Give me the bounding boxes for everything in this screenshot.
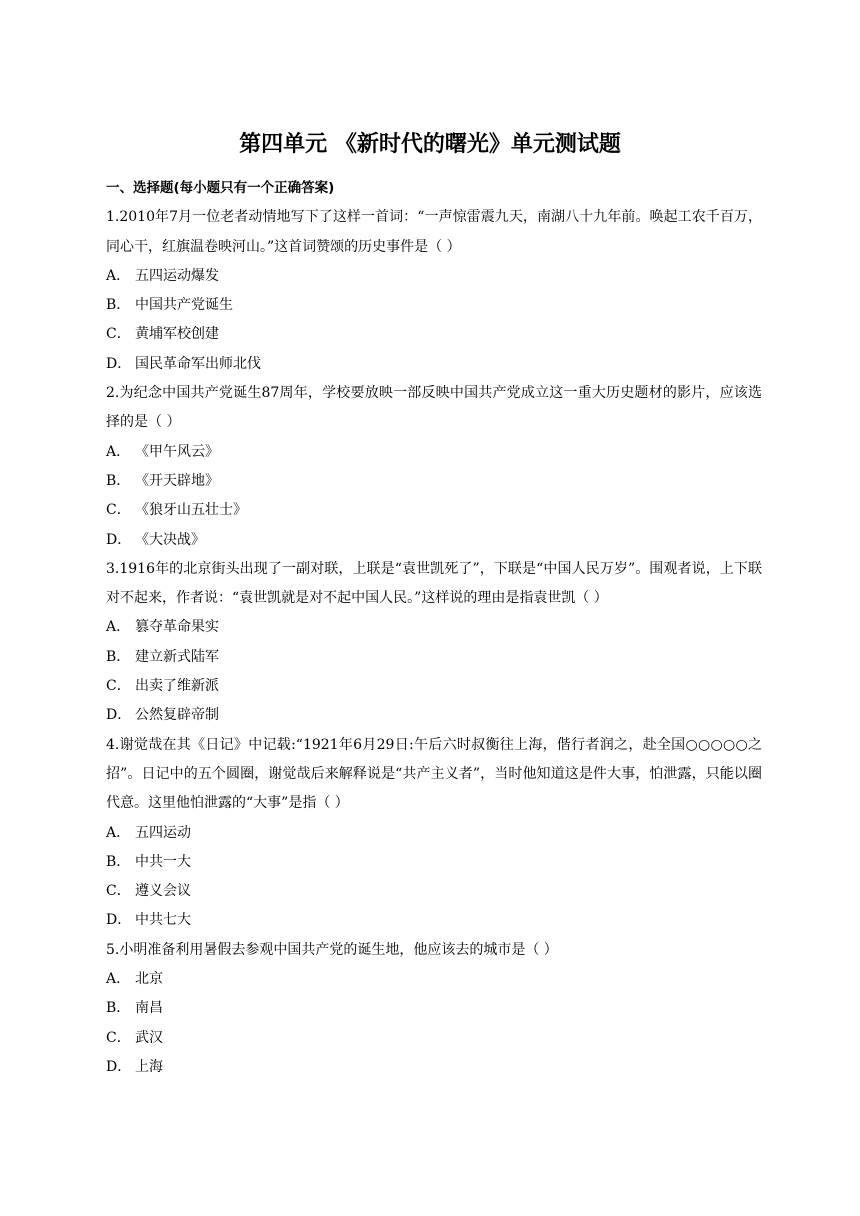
option-letter: D． <box>106 1058 132 1075</box>
option-letter: C． <box>106 326 131 343</box>
question-stem: 5.小明准备利用暑假去参观中国共产党的诞生地，他应该去的城市是（ ） <box>106 941 558 958</box>
question-4 <box>106 731 762 936</box>
option-text: 《大决战》 <box>135 531 205 548</box>
option-letter: B． <box>106 648 131 665</box>
option-letter: B． <box>106 297 131 314</box>
option-a <box>106 819 762 848</box>
option-letter: C． <box>106 678 131 695</box>
option-text: 北京 <box>135 971 163 988</box>
option-c <box>106 672 762 701</box>
option-b <box>106 291 762 320</box>
option-letter: A． <box>106 824 131 841</box>
option-letter: B． <box>106 472 131 489</box>
option-letter: A． <box>106 443 131 460</box>
option-d <box>106 906 762 935</box>
option-text: 五四运动爆发 <box>135 267 219 284</box>
question-stem: 2.为纪念中国共产党诞生87周年，学校要放映一部反映中国共产党成立这一重大历史题材的影片，应该选择的是（ ） <box>106 385 762 431</box>
option-text: 中共一大 <box>135 853 191 870</box>
option-b <box>106 848 762 877</box>
option-text: 黄埔军校创建 <box>135 326 219 343</box>
option-text: 五四运动 <box>135 824 191 841</box>
option-d <box>106 1053 762 1082</box>
option-letter: D． <box>106 355 132 372</box>
option-c <box>106 1024 762 1053</box>
option-text: 出卖了维新派 <box>135 678 219 695</box>
option-text: 建立新式陆军 <box>135 648 219 665</box>
option-d <box>106 350 762 379</box>
option-c <box>106 877 762 906</box>
option-letter: B． <box>106 1000 131 1017</box>
option-letter: A． <box>106 267 131 284</box>
option-c <box>106 320 762 349</box>
option-a <box>106 613 762 642</box>
option-letter: A． <box>106 619 131 636</box>
option-letter: C． <box>106 883 131 900</box>
option-text: 篡夺革命果实 <box>135 619 219 636</box>
option-text: 《开天辟地》 <box>135 472 219 489</box>
option-letter: C． <box>106 502 131 519</box>
option-letter: B． <box>106 853 131 870</box>
option-text: 《狼牙山五壮士》 <box>135 502 247 519</box>
option-a <box>106 438 762 467</box>
option-b <box>106 467 762 496</box>
option-letter: C． <box>106 1029 131 1046</box>
question-5 <box>106 936 762 1082</box>
option-text: 中国共产党诞生 <box>135 297 233 314</box>
section-heading: 一、选择题(每小题只有一个正确答案) <box>106 180 335 196</box>
option-letter: A． <box>106 971 131 988</box>
option-text: 遵义会议 <box>135 883 191 900</box>
option-d <box>106 526 762 555</box>
option-c <box>106 496 762 525</box>
option-a <box>106 262 762 291</box>
option-text: 《甲午风云》 <box>135 443 219 460</box>
question-3 <box>106 555 762 731</box>
option-text: 公然复辟帝制 <box>135 707 219 724</box>
question-1 <box>106 203 762 379</box>
question-stem: 3.1916年的北京街头出现了一副对联，上联是“袁世凯死了”，下联是“中国人民万岁”。围观者说，上下联对不起来，作者说：“袁世凯就是对不起中国人民。”这样说的理由是指袁世凯（ ） <box>106 560 762 607</box>
option-b <box>106 643 762 672</box>
option-text: 南昌 <box>135 1000 163 1017</box>
option-a <box>106 965 762 994</box>
option-text: 上海 <box>135 1058 163 1075</box>
option-letter: D． <box>106 707 132 724</box>
question-2 <box>106 379 762 555</box>
document-body <box>106 174 762 1082</box>
option-text: 国民革命军出师北伐 <box>135 355 261 372</box>
question-stem: 4.谢觉哉在其《日记》中记载:“1921年6月29日:午后六时叔衡往上海，偕行者润之，赴全国○○○○○之招”。日记中的五个圆圈，谢觉哉后来解释说是“共产主义者”，当时他知道这是件大事，怕泄露，只能以圈代意。这里他怕泄露的“大事”是指（ ） <box>106 736 762 812</box>
option-d <box>106 701 762 730</box>
question-stem: 1.2010年7月一位老者动情地写下了这样一首词：“一声惊雷震九天，南湖八十九年前。唤起工农千百万，同心干，红旗温卷映河山。”这首词赞颂的历史事件是（ ） <box>106 209 762 255</box>
document-title: 第四单元 《新时代的曙光》单元测试题 <box>239 132 621 157</box>
option-text: 中共七大 <box>135 912 191 929</box>
option-text: 武汉 <box>135 1029 163 1046</box>
option-b <box>106 994 762 1023</box>
option-letter: D． <box>106 912 132 929</box>
option-letter: D． <box>106 531 132 548</box>
